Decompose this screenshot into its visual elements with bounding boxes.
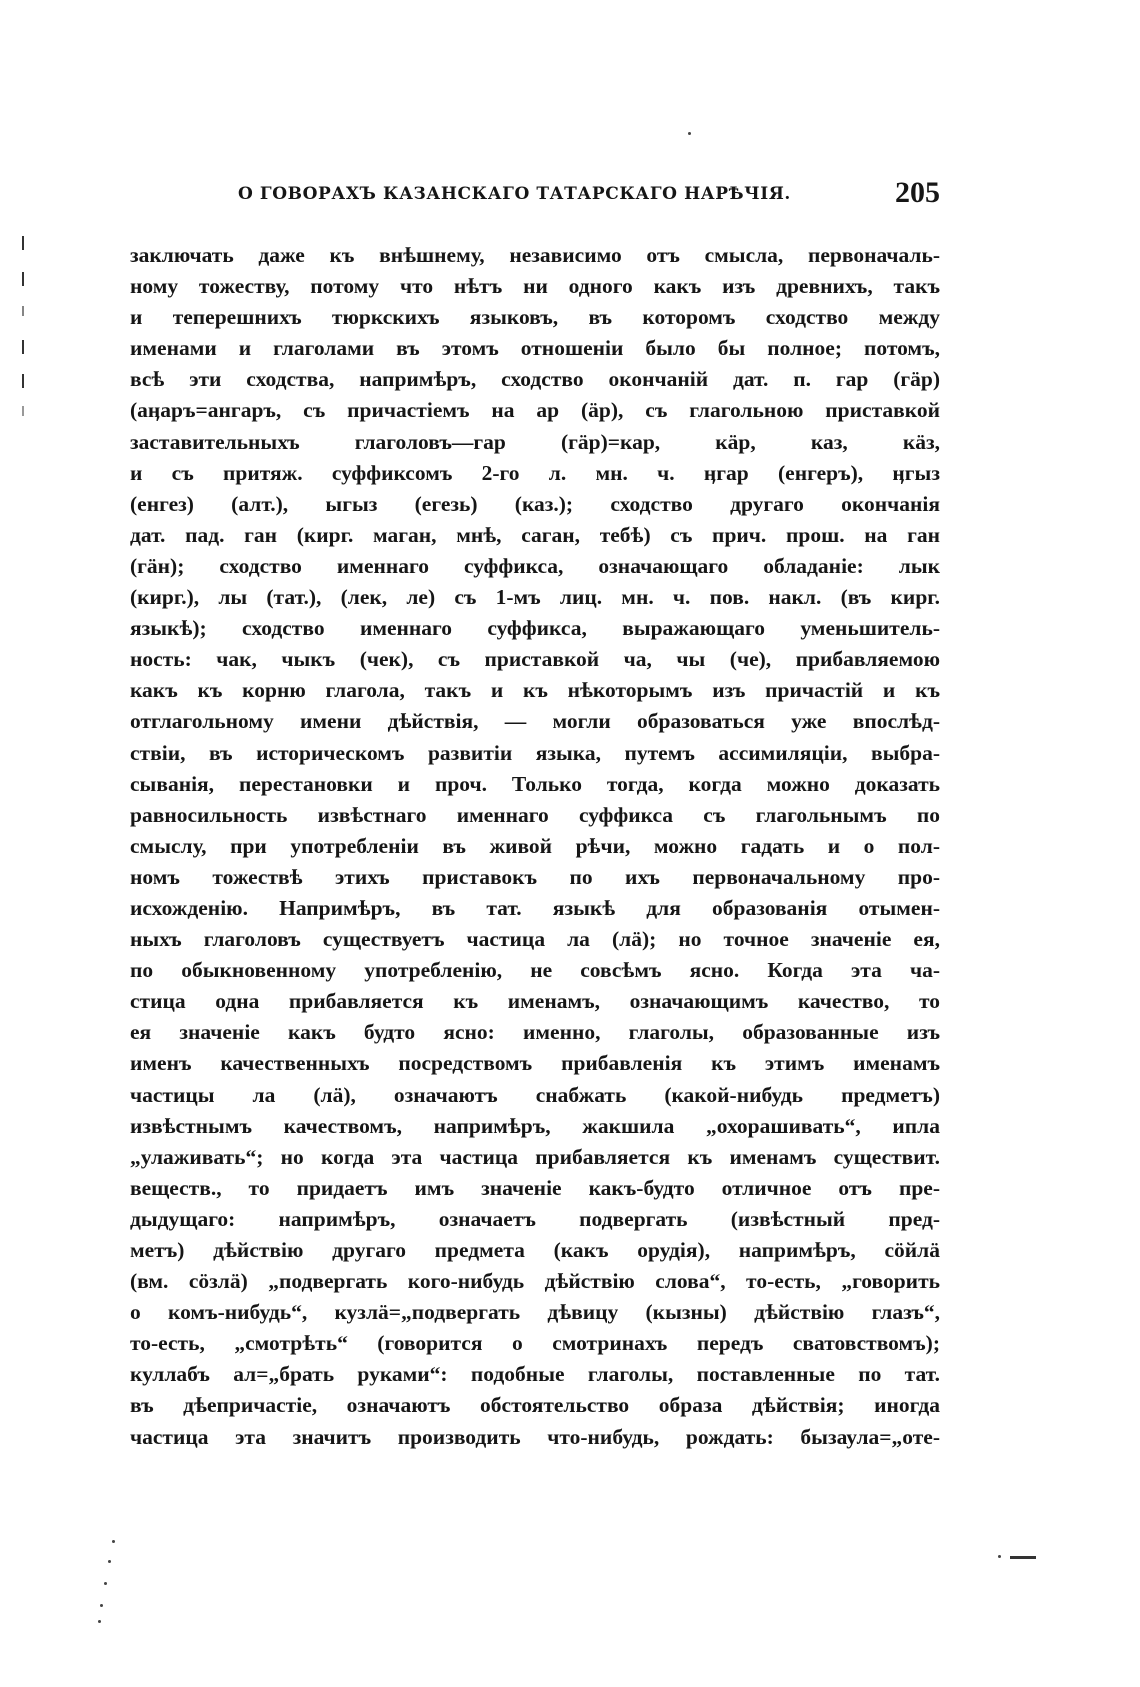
scan-mark — [22, 306, 24, 316]
running-head — [130, 176, 940, 216]
scan-mark — [100, 1604, 103, 1607]
text-line: частица эта значитъ производить что-нибудь, рождать: бызаула=„оте- — [130, 1424, 940, 1449]
text-line: исхожденію. Напримѣръ, въ тат. языкѣ для образованія отымен- — [130, 895, 940, 920]
scan-mark — [998, 1555, 1001, 1558]
text-line: дыдущаго: напримѣръ, означаетъ подвергать (извѣстный пред- — [130, 1206, 940, 1231]
text-line: отглагольному имени дѣйствія, — могли образоваться уже впослѣд- — [130, 709, 940, 734]
text-line: „улаживать“; но когда эта частица прибавляется къ именамъ существит. — [130, 1144, 940, 1169]
scan-mark — [688, 132, 691, 135]
text-line: стица одна прибавляется къ именамъ, означающимъ качество, то — [130, 989, 940, 1014]
text-line: (гӓн); сходство именнаго суффикса, означающаго обладаніе: лык — [130, 553, 940, 578]
text-line: ея значеніе какъ будто ясно: именно, глаголы, образованные изъ — [130, 1020, 940, 1045]
text-line: равносильность извѣстнаго именнаго суффикса съ глагольнымъ по — [130, 802, 940, 827]
text-line: заставительныхъ глаголовъ—гар (гӓр)=кар, кӓр, каз, кӓз, — [130, 429, 940, 454]
scan-mark — [22, 272, 24, 286]
scan-mark — [112, 1540, 115, 1543]
text-line: (вм. сӧзлӓ) „подвергать кого-нибудь дѣйствію слова“, то-есть, „говорить — [130, 1269, 940, 1294]
text-line: именами и глаголами въ этомъ отношеніи было бы полное; потомъ, — [130, 336, 940, 361]
text-line: и съ притяж. суффиксомъ 2-го л. мн. ч. ӊгар (енгеръ), ӊгыз — [130, 460, 940, 485]
text-line: всѣ эти сходства, напримѣръ, сходство окончаній дат. п. гар (гӓр) — [130, 367, 940, 392]
text-line: дат. пад. ган (кирг. маган, мнѣ, саган, тебѣ) съ прич. прош. на ган — [130, 522, 940, 547]
running-title: О ГОВОРАХЪ КАЗАНСКАГО ТАТАРСКАГО НАРѢЧІЯ. — [238, 184, 791, 204]
text-line: и теперешнихъ тюркскихъ языковъ, въ которомъ сходство между — [130, 305, 940, 330]
text-line: заключать даже къ внѣшнему, независимо отъ смысла, первоначаль- — [130, 243, 940, 267]
text-line: смыслу, при употребленіи въ живой рѣчи, можно гадать и о пол- — [130, 833, 940, 858]
text-line: именъ качественныхъ посредствомъ прибавленія къ этимъ именамъ — [130, 1051, 940, 1076]
text-line: веществ., то придаетъ имъ значеніе какъ-будто отличное отъ пре- — [130, 1175, 940, 1200]
text-line: (енгез) (алт.), ыгыз (егезь) (каз.); сходство другаго окончанія — [130, 491, 940, 516]
text-line: языкѣ); сходство именнаго суффикса, выражающаго уменьшитель- — [130, 616, 940, 641]
text-line: куллабъ ал=„брать руками“: подобные глаголы, поставленные по тат. — [130, 1362, 940, 1387]
scan-mark — [22, 340, 24, 354]
text-line: по обыкновенному употребленію, не совсѣмъ ясно. Когда эта ча- — [130, 958, 940, 983]
scan-mark — [22, 406, 24, 416]
text-line: то-есть, „смотрѣть“ (говорится о смотринахъ передъ сватовствомъ); — [130, 1331, 940, 1356]
scan-mark — [1010, 1556, 1036, 1559]
text-line: частицы ла (лӓ), означаютъ снабжать (какой-нибудь предметъ) — [130, 1082, 940, 1107]
scan-mark — [22, 236, 24, 250]
text-line: (аӊаръ=ангаръ, съ причастіемъ на ар (ӓр), съ глагольною приставкой — [130, 398, 940, 423]
scan-mark — [98, 1620, 101, 1623]
scan-mark — [104, 1582, 107, 1585]
text-line: (кирг.), лы (тат.), (лек, ле) съ 1-мъ лиц. мн. ч. пов. накл. (въ кирг. — [130, 585, 940, 610]
body-text — [130, 240, 940, 1453]
text-line: ность: чак, чыкъ (чек), съ приставкой ча, чы (че), прибавляемою — [130, 647, 940, 672]
text-line: извѣстнымъ качествомъ, напримѣръ, жакшила „охорашивать“, ипла — [130, 1113, 940, 1138]
text-line: метъ) дѣйствію другаго предмета (какъ орудія), напримѣръ, сӧйлӓ — [130, 1238, 940, 1262]
text-line: номъ тожествѣ этихъ приставокъ по ихъ первоначальному про- — [130, 864, 940, 889]
text-line: какъ къ корню глагола, такъ и къ нѣкоторымъ изъ причастій и къ — [130, 678, 940, 703]
text-line: въ дѣепричастіе, означаютъ обстоятельство образа дѣйствія; иногда — [130, 1393, 940, 1418]
page-number: 205 — [895, 176, 940, 209]
text-line: ному тожеству, потому что нѣтъ ни одного какъ изъ древнихъ, такъ — [130, 274, 940, 299]
text-line: ныхъ глаголовъ существуетъ частица ла (лӓ); но точное значеніе ея, — [130, 927, 940, 952]
text-line: сыванія, перестановки и проч. Только тогда, когда можно доказать — [130, 771, 940, 796]
text-line: ствіи, въ историческомъ развитіи языка, путемъ ассимиляціи, выбра- — [130, 740, 940, 765]
text-line: о комъ-нибудь“, кузлӓ=„подвергать дѣвицу (кызны) дѣйствію глазъ“, — [130, 1300, 940, 1325]
scan-mark — [22, 374, 24, 388]
scan-mark — [108, 1560, 111, 1563]
